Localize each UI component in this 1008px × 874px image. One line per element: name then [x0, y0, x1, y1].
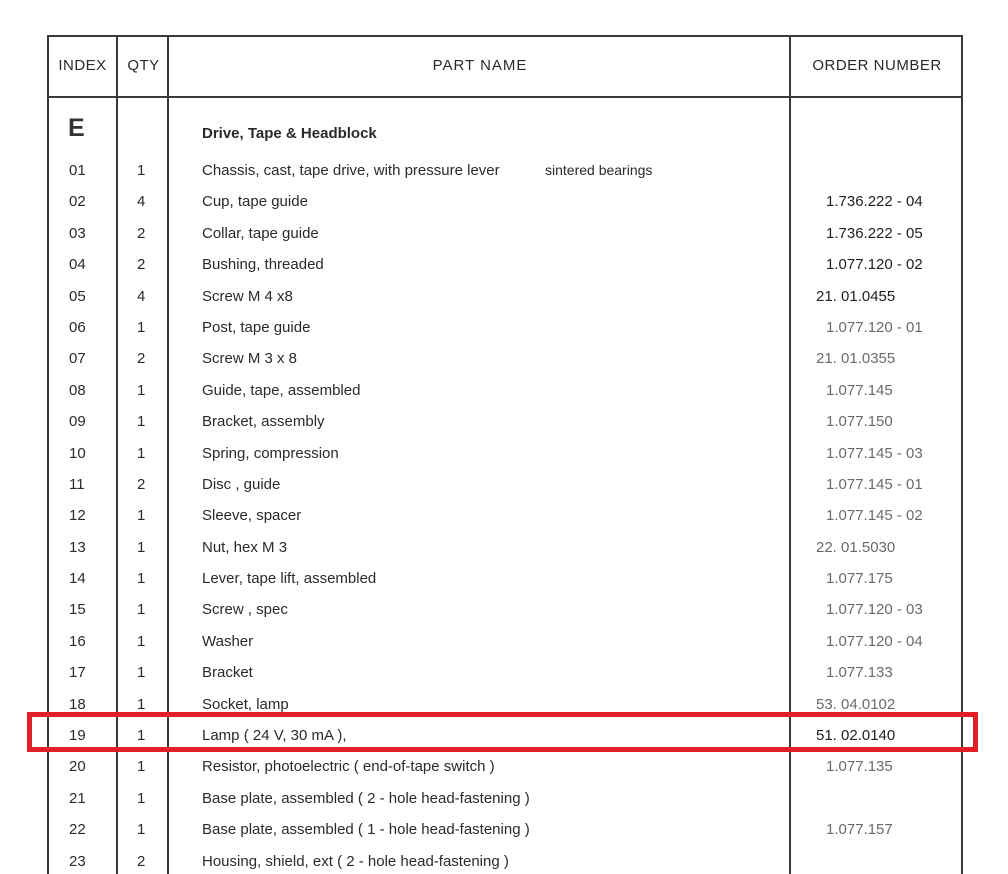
parts-table-body	[0, 159, 1008, 874]
row-part-name: Resistor, photoelectric ( end-of-tape switch )	[202, 758, 495, 776]
row-part-name: Screw M 4 x8	[202, 287, 293, 305]
row-qty: 1	[137, 632, 146, 650]
row-qty: 1	[137, 821, 146, 839]
row-part-name: Guide, tape, assembled	[202, 381, 361, 399]
table-row	[0, 316, 1008, 347]
row-part-name: Disc , guide	[202, 475, 281, 493]
row-order-number: 53. 04.0102	[816, 695, 896, 713]
row-index: 15	[69, 601, 86, 619]
table-row	[0, 818, 1008, 849]
row-index: 03	[69, 224, 86, 242]
row-part-name: Base plate, assembled ( 1 - hole head-fastening )	[202, 821, 530, 839]
row-order-number: 21. 01.0455	[816, 287, 896, 305]
row-part-name: Washer	[202, 632, 254, 650]
row-index: 23	[69, 852, 86, 870]
table-row	[0, 504, 1008, 535]
row-order-number: 1.077.135	[826, 758, 893, 776]
table-row	[0, 190, 1008, 221]
row-index: 21	[69, 789, 86, 807]
row-index: 18	[69, 695, 86, 713]
row-order-number: 1.077.175	[826, 570, 893, 588]
table-row	[0, 850, 1008, 874]
row-order-number: 1.736.222 - 05	[826, 224, 923, 242]
row-qty: 2	[137, 475, 146, 493]
section-letter: E	[68, 114, 85, 142]
row-qty: 1	[137, 664, 146, 682]
row-index: 06	[69, 318, 86, 336]
row-qty: 1	[137, 789, 146, 807]
row-index: 12	[69, 507, 86, 525]
row-index: 07	[69, 350, 86, 368]
row-index: 09	[69, 413, 86, 431]
row-qty: 2	[137, 350, 146, 368]
header-index: INDEX	[58, 57, 107, 74]
table-row	[0, 661, 1008, 692]
row-index: 20	[69, 758, 86, 776]
row-order-number: 1.736.222 - 04	[826, 193, 923, 211]
table-row	[0, 442, 1008, 473]
row-qty: 4	[137, 193, 146, 211]
row-index: 14	[69, 570, 86, 588]
table-top-border	[47, 35, 963, 37]
row-order-number: 1.077.120 - 01	[826, 318, 923, 336]
table-row	[0, 410, 1008, 441]
row-index: 17	[69, 664, 86, 682]
row-index: 01	[69, 162, 86, 179]
row-part-name: Chassis, cast, tape drive, with pressure lever	[202, 162, 500, 179]
row-qty: 1	[137, 695, 146, 713]
row-order-number: 1.077.145 - 03	[826, 444, 923, 462]
row-qty: 2	[137, 852, 146, 870]
row-order-number: 1.077.157	[826, 821, 893, 839]
table-row	[0, 473, 1008, 504]
table-row	[0, 536, 1008, 567]
row-qty: 1	[137, 318, 146, 336]
row-order-number: 21. 01.0355	[816, 350, 896, 368]
row-index: 05	[69, 287, 86, 305]
row-part-name: Screw M 3 x 8	[202, 350, 298, 368]
row-order-number: 1.077.120 - 02	[826, 256, 923, 274]
row-index: 08	[69, 381, 86, 399]
highlight-box	[27, 712, 978, 752]
table-row	[0, 285, 1008, 316]
row-part-name: Spring, compression	[202, 444, 339, 462]
row-qty: 2	[137, 224, 146, 242]
row-index: 10	[69, 444, 86, 462]
row-qty: 1	[137, 601, 146, 619]
row-qty: 1	[137, 727, 146, 745]
table-header-border	[47, 96, 963, 98]
row-qty: 1	[137, 570, 146, 588]
table-row	[0, 159, 1008, 190]
table-row	[0, 253, 1008, 284]
section-title: Drive, Tape & Headblock	[202, 125, 377, 142]
table-row	[0, 787, 1008, 818]
row-order-number: 51. 02.0140	[816, 727, 896, 745]
row-order-number: 1.077.145	[826, 381, 893, 399]
row-index: 16	[69, 632, 86, 650]
row-part-name: Bracket	[202, 664, 253, 682]
row-part-name: Nut, hex M 3	[202, 538, 288, 556]
row-order-number: 22. 01.5030	[816, 538, 896, 556]
row-order-number: 1.077.150	[826, 413, 893, 431]
row-index: 22	[69, 821, 86, 839]
row-order-number: 1.077.145 - 02	[826, 507, 923, 525]
row-index: 11	[69, 475, 85, 493]
row-index: 13	[69, 538, 86, 556]
table-row	[0, 379, 1008, 410]
table-row	[0, 630, 1008, 661]
row-index: 04	[69, 256, 86, 274]
row-part-name: Base plate, assembled ( 2 - hole head-fastening )	[202, 789, 530, 807]
row-index: 19	[69, 727, 86, 745]
row-order-number: 1.077.120 - 03	[826, 601, 923, 619]
header-qty: QTY	[127, 57, 160, 74]
row-qty: 1	[137, 758, 146, 776]
row-qty: 1	[137, 162, 146, 179]
row-part-name: Lamp ( 24 V, 30 mA ),	[202, 727, 347, 745]
row-part-name: Lever, tape lift, assembled	[202, 570, 377, 588]
row-qty: 1	[137, 413, 146, 431]
row-qty: 1	[137, 507, 146, 525]
table-row	[0, 222, 1008, 253]
row-qty: 1	[137, 444, 146, 462]
row-qty: 1	[137, 538, 146, 556]
row-part-name: Post, tape guide	[202, 318, 311, 336]
table-row	[0, 567, 1008, 598]
row-part-name: Bushing, threaded	[202, 256, 324, 274]
row-qty: 2	[137, 256, 146, 274]
row-part-name: Socket, lamp	[202, 695, 289, 713]
row-part-note: sintered bearings	[545, 162, 653, 178]
row-order-number: 1.077.120 - 04	[826, 632, 923, 650]
row-part-name: Cup, tape guide	[202, 193, 308, 211]
row-qty: 4	[137, 287, 146, 305]
row-qty: 1	[137, 381, 146, 399]
row-part-name: Screw , spec	[202, 601, 288, 619]
table-row	[0, 755, 1008, 786]
header-part-name: PART NAME	[432, 57, 528, 74]
row-part-name: Collar, tape guide	[202, 224, 319, 242]
row-order-number: 1.077.133	[826, 664, 893, 682]
row-order-number: 1.077.145 - 01	[826, 475, 923, 493]
header-order-number: ORDER NUMBER	[812, 57, 942, 74]
row-part-name: Housing, shield, ext ( 2 - hole head-fastening )	[202, 852, 509, 870]
row-part-name: Bracket, assembly	[202, 413, 325, 431]
table-row	[0, 347, 1008, 378]
table-row	[0, 598, 1008, 629]
row-index: 02	[69, 193, 86, 211]
row-part-name: Sleeve, spacer	[202, 507, 302, 525]
